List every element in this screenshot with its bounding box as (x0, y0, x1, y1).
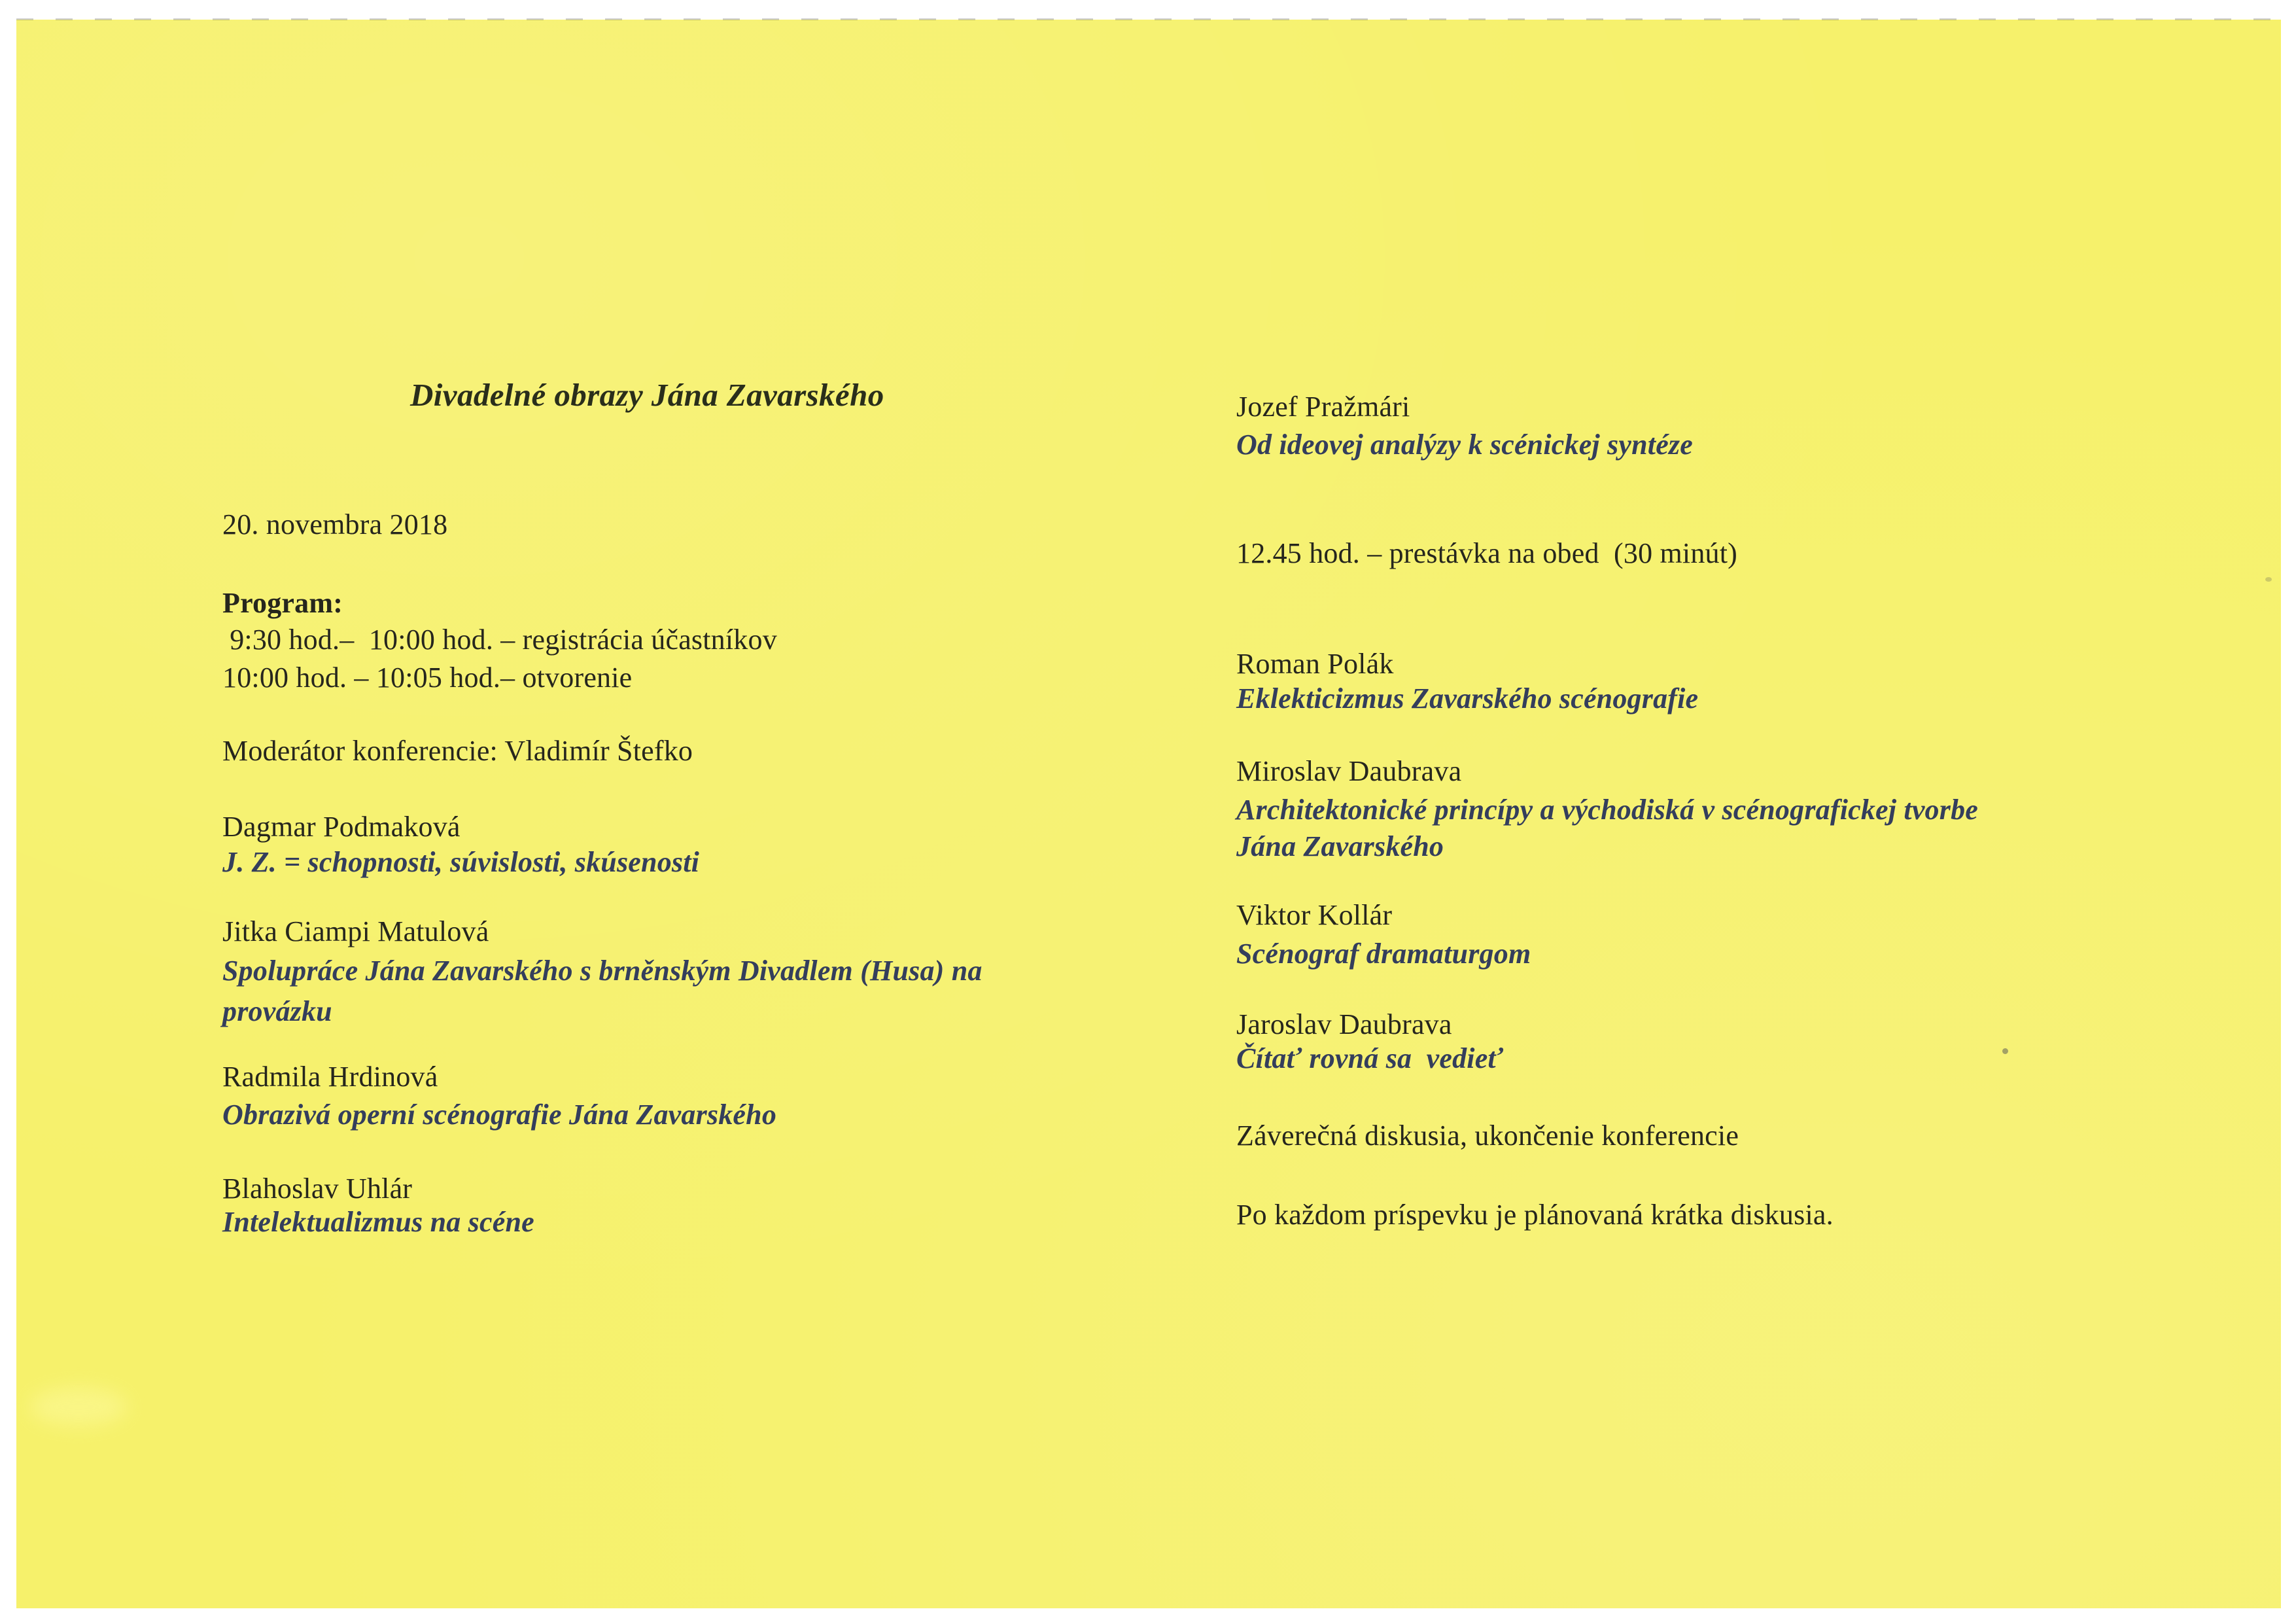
talk-title: Spolupráce Jána Zavarského s brněnským Divadlem (Husa) na (222, 955, 983, 987)
speaker-name: Radmila Hrdinová (222, 1061, 438, 1093)
closing-discussion-line: Záverečná diskusia, ukončenie konferencie (1236, 1120, 1739, 1152)
speaker-name: Jaroslav Daubrava (1236, 1008, 1452, 1040)
talk-title: Od ideovej analýzy k scénickej syntéze (1236, 429, 1693, 461)
speaker-name: Viktor Kollár (1236, 899, 1393, 931)
conference-date: 20. novembra 2018 (222, 508, 448, 540)
scan-smudge (29, 1387, 128, 1426)
speaker-name: Dagmar Podmaková (222, 811, 461, 843)
speaker-name: Jozef Pražmári (1236, 391, 1410, 423)
talk-title: Architektonické princípy a východiská v scénografickej tvorbe (1236, 794, 1979, 826)
scan-speck (2265, 577, 2272, 582)
talk-title: Intelektualizmus na scéne (222, 1206, 534, 1238)
speaker-name: Miroslav Daubrava (1236, 755, 1462, 787)
talk-title: Obrazivá operní scénografie Jána Zavarského (222, 1099, 777, 1131)
talk-title: Čítať rovná sa vedieť (1236, 1042, 1504, 1074)
talk-title: provázku (222, 995, 332, 1027)
schedule-opening: 10:00 hod. – 10:05 hod.– otvorenie (222, 662, 633, 694)
yellow-paper-sheet (16, 20, 2281, 1608)
talk-title: Scénograf dramaturgom (1236, 938, 1531, 970)
note-line: Po každom príspevku je plánovaná krátka diskusia. (1236, 1199, 1834, 1231)
moderator-line: Moderátor konferencie: Vladimír Štefko (222, 735, 693, 767)
talk-title: J. Z. = schopnosti, súvislosti, skúsenosti (222, 846, 700, 878)
talk-title: Jána Zavarského (1236, 830, 1444, 862)
speaker-name: Roman Polák (1236, 648, 1394, 680)
lunch-break-line: 12.45 hod. – prestávka na obed (30 minút) (1236, 537, 1738, 569)
page-title: Divadelné obrazy Jána Zavarského (410, 377, 884, 413)
talk-title: Eklekticizmus Zavarského scénografie (1236, 682, 1699, 715)
program-label: Program: (222, 587, 343, 619)
speaker-name: Blahoslav Uhlár (222, 1173, 413, 1205)
speaker-name: Jitka Ciampi Matulová (222, 915, 489, 947)
scan-speck (2002, 1048, 2008, 1054)
schedule-registration: 9:30 hod.– 10:00 hod. – registrácia účastníkov (222, 624, 777, 656)
